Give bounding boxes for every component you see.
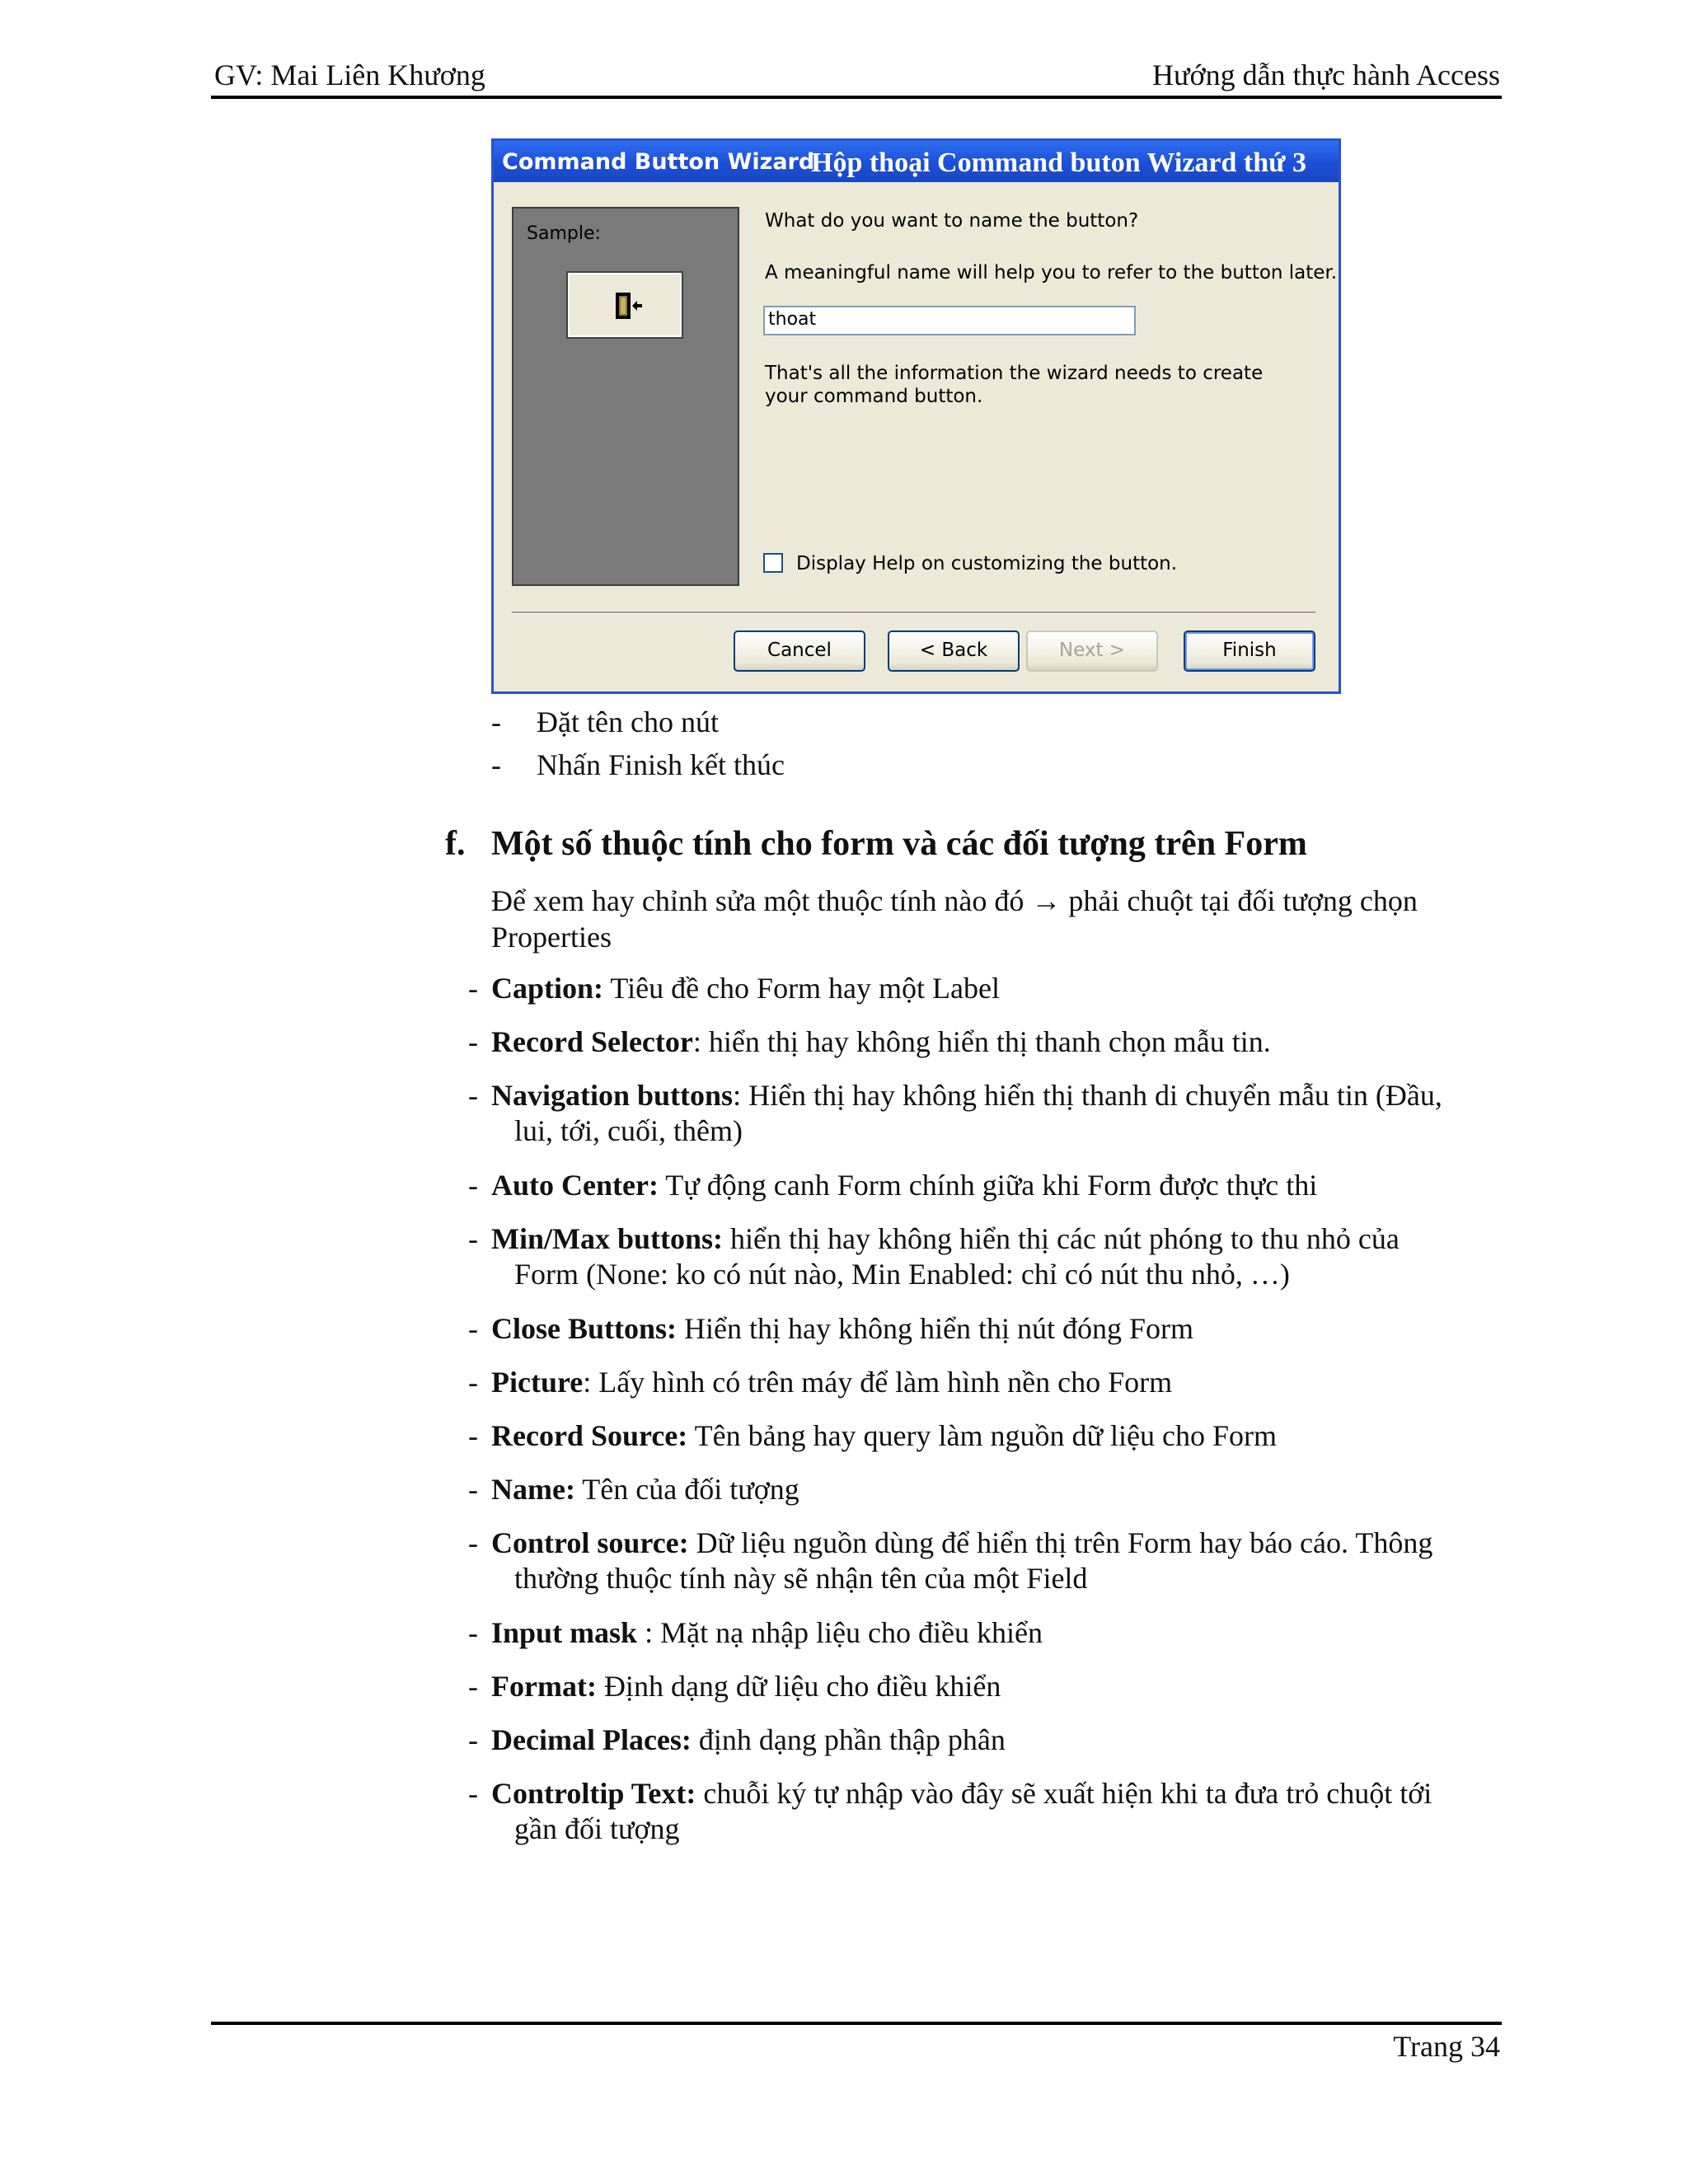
footer-rule — [211, 2022, 1502, 2025]
property-name: Record Source: — [491, 1419, 688, 1452]
section-letter: f. — [445, 825, 466, 863]
property-desc-cont: Form (None: ko có nút nào, Min Enabled: chỉ có nút thu nhỏ, …) — [514, 1258, 1290, 1291]
property-desc-cont: thường thuộc tính này sẽ nhận tên của một Field — [514, 1562, 1088, 1595]
property-name: Navigation buttons — [491, 1079, 734, 1112]
page-header — [214, 54, 1500, 96]
property-name: Close Buttons: — [491, 1312, 678, 1345]
dialog-title: Command Button Wizard — [502, 149, 815, 175]
section-intro: Để xem hay chỉnh sửa một thuộc tính nào đó → phải chuột tại đối tượng chọn Properties — [491, 884, 1418, 954]
help-checkbox[interactable] — [763, 553, 783, 573]
author-label: GV: Mai Liên Khương — [214, 59, 485, 91]
header-rule — [211, 96, 1502, 99]
property-name: Input mask — [491, 1616, 638, 1649]
property-name: Controltip Text: — [491, 1777, 696, 1810]
property-name: Picture — [491, 1366, 584, 1399]
cancel-button[interactable]: Cancel — [734, 630, 865, 672]
button-name-input[interactable]: thoat — [763, 306, 1136, 335]
page-number: Trang 34 — [1393, 2030, 1500, 2063]
question-text: What do you want to name the button? — [765, 210, 1139, 232]
property-name: Decimal Places: — [491, 1723, 692, 1756]
sample-button-preview — [568, 273, 682, 337]
property-desc: Tên của đối tượng — [574, 1473, 799, 1506]
property-name: Format: — [491, 1670, 597, 1703]
dialog-caption: Hộp thoại Command buton Wizard thứ 3 — [811, 148, 1307, 178]
command-button-wizard-dialog — [491, 138, 1341, 694]
property-desc: Tự động canh Form chính giữa khi Form được thực thi — [658, 1169, 1318, 1202]
section-title: Một số thuộc tính cho form và các đối tượng trên Form — [491, 825, 1307, 863]
finish-button[interactable]: Finish — [1184, 630, 1315, 672]
next-button[interactable]: Next > — [1026, 630, 1158, 672]
property-name: Control source: — [491, 1526, 689, 1559]
sample-panel — [512, 207, 739, 586]
exit-door-icon — [611, 289, 644, 322]
property-name: Auto Center: — [491, 1169, 659, 1202]
property-desc: Hiển thị hay không hiển thị nút đóng Form — [677, 1312, 1193, 1345]
property-name: Record Selector — [491, 1025, 693, 1058]
hint-text: A meaningful name will help you to refer to the button later. — [765, 262, 1338, 284]
back-button[interactable]: < Back — [888, 630, 1020, 672]
document-title: Hướng dẫn thực hành Access — [1152, 59, 1500, 91]
property-desc: : Mặt nạ nhập liệu cho điều khiển — [637, 1616, 1043, 1649]
property-desc-cont: gần đối tượng — [514, 1812, 680, 1845]
property-desc: : Hiển thị hay không hiển thị thanh di chuyển mẫu tin (Đầu, — [733, 1079, 1442, 1112]
sample-label: Sample: — [527, 223, 601, 244]
property-name: Min/Max buttons: — [491, 1222, 724, 1255]
property-desc: : Lấy hình có trên máy để làm hình nền cho Form — [583, 1366, 1173, 1399]
dialog-separator — [512, 612, 1315, 614]
property-desc: : hiển thị hay không hiển thị thanh chọn mẫu tin. — [692, 1025, 1271, 1058]
property-name: Caption: — [491, 972, 604, 1005]
property-name: Name: — [491, 1473, 575, 1506]
dialog-titlebar[interactable] — [494, 141, 1339, 182]
property-desc: Tên bảng hay query làm nguồn dữ liệu cho Form — [687, 1419, 1277, 1452]
help-checkbox-label[interactable]: Display Help on customizing the button. — [796, 553, 1178, 574]
property-desc: chuỗi ký tự nhập vào đây sẽ xuất hiện khi ta đưa trỏ chuột tới — [696, 1777, 1432, 1810]
property-desc: Tiêu đề cho Form hay một Label — [603, 972, 1000, 1005]
info-text: That's all the information the wizard needs to create your command button. — [765, 363, 1264, 407]
property-desc: hiển thị hay không hiển thị các nút phóng to thu nhỏ của — [723, 1222, 1400, 1255]
property-desc: Định dạng dữ liệu cho điều khiển — [596, 1670, 1001, 1703]
property-desc: Dữ liệu nguồn dùng để hiển thị trên Form hay báo cáo. Thông — [688, 1526, 1433, 1559]
property-desc-cont: lui, tới, cuối, thêm) — [514, 1114, 743, 1147]
property-desc: định dạng phần thập phân — [691, 1723, 1006, 1756]
